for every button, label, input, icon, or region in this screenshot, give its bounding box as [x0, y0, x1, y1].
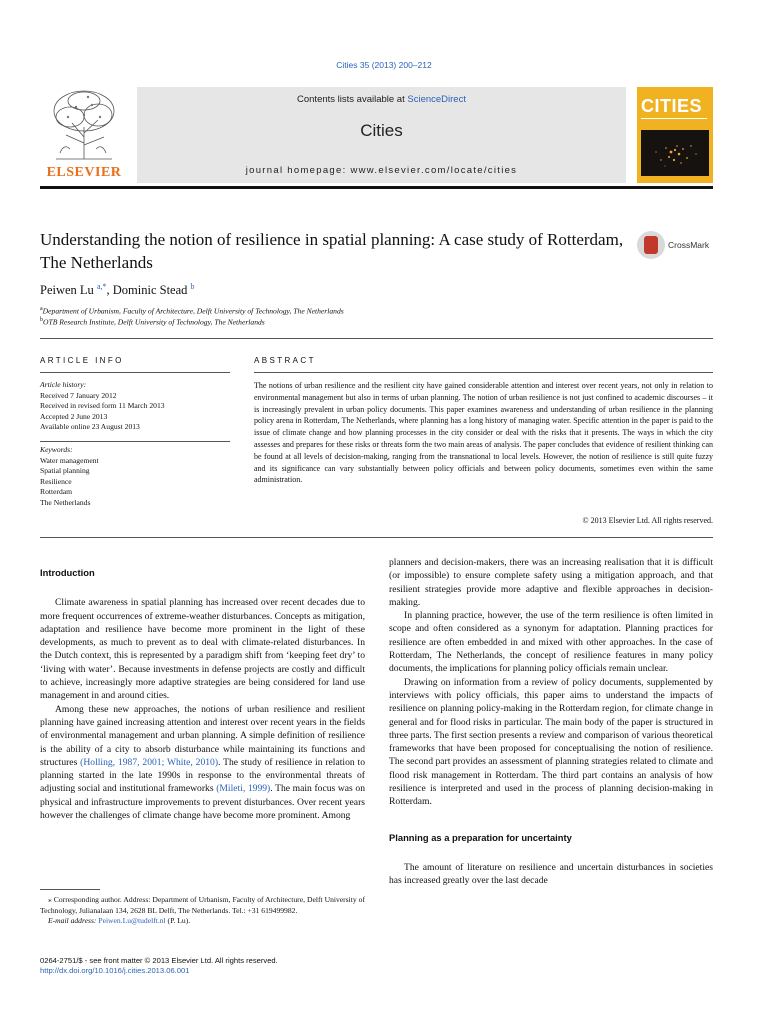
keyword-item: Spatial planning [40, 466, 90, 476]
footnote-star: ⁎ [48, 895, 52, 904]
info-divider [40, 441, 230, 442]
right-paragraph-2: In planning practice, however, the use of the term resilience is often limited in scope and often considered as a synonym for adaptation. Planning practices for resilience are often embedded in and mixed with other approaches. In the case of Rotterdam, The Netherlands, the concept of resilience features in many policy documents, the implications for planning policy officials remain unclear. [389, 610, 713, 675]
body-column-left [40, 566, 365, 822]
doi-text[interactable]: http://dx.doi.org/10.1016/j.cities.2013.06.001 [40, 966, 190, 975]
affiliation-b [40, 317, 700, 327]
history-item: Available online 23 August 2013 [40, 422, 140, 432]
right-paragraph-1: planners and decision-makers, there was an increasing realisation that it is difficult (or impossible) to ensure complete safety using a mitigation approach, and that resilient strategies provide more adaptive and flexible approaches in decision-making. [389, 557, 713, 608]
citation-mileti[interactable]: (Mileti, 1999) [216, 783, 271, 795]
history-item: Received 7 January 2012 [40, 390, 117, 400]
email-suffix: (P. Lu). [165, 916, 191, 926]
article-title: Understanding the notion of resilience in spatial planning: A case study of Rotterdam, The Netherlands [40, 230, 624, 272]
cover-title: CITIES [641, 96, 703, 116]
affiliation-rule [40, 338, 713, 339]
cover-divider [641, 118, 707, 129]
journal-masthead [137, 87, 626, 183]
info-rule-top [40, 372, 230, 373]
footnote-text: Corresponding author. Address: Department of Urbanism, Faculty of Architecture, Delft University of Technology, Julianalaan 134, 2628 BL Delft, The Netherlands. Tel.: +31 619499982. [40, 895, 365, 915]
citation-holling-white[interactable]: (Holling, 1987, 2001; White, 2010) [80, 756, 219, 768]
sciencedirect-link[interactable]: ScienceDirect [407, 94, 466, 105]
footnote [40, 895, 365, 927]
intro-p2-text-c: . The main focus was on physical and infrastructure improvements to prevent disturbances. Over recent years however the challenges of climate change have become more prominent. Among [40, 783, 366, 822]
crossmark-icon [637, 231, 665, 259]
intro-p2-text-a: Among these new approaches, the notions of urban resilience and resilient planning have gained increasing attention and interest over recent years in the fields of environmental management and urban planning. A simple definition of resilience is the ability of a city to absorb disturbance while maintaining its functions and structures [40, 703, 365, 768]
crossmark-badge[interactable] [637, 231, 717, 261]
abstract-rule-bottom [40, 537, 713, 538]
history-label: Article history: [40, 380, 87, 389]
abstract-heading: ABSTRACT [254, 356, 316, 365]
abstract-rule-top [254, 372, 713, 373]
section-2-paragraph-1: The amount of literature on resilience and uncertain disturbances in societies has increased greatly over the last decade [389, 861, 713, 887]
footnote-rule [40, 889, 100, 890]
affiliation-text: Department of Urbanism, Faculty of Architecture, Delft University of Technology, The Netherlands [42, 306, 344, 316]
journal-name: Cities [360, 121, 403, 140]
article-info-heading: ARTICLE INFO [40, 356, 124, 365]
city-lights-icon [641, 130, 709, 176]
journal-reference[interactable]: Cities 35 (2013) 200–212 [336, 60, 432, 70]
doi-link[interactable] [40, 966, 360, 975]
keywords-label: Keywords: [40, 444, 73, 454]
intro-paragraph-1: Climate awareness in spatial planning has increased over recent decades due to more frequent occurrences of extreme-weather disturbances. Concepts as mitigation, adaptation and resilience have become more prominent in the light of these developments, as much to prevent as to deal with climate-related disturbances. In the Dutch context, this is represented by a paradigm shift from ‘keeping feet dry’ to ‘living with water’. Because investments in defense projects are costly and difficult to achieve, increasingly more adaptive strategies are being considered for land use management in and around cities. [40, 597, 365, 702]
intro-paragraph-2 [40, 703, 365, 823]
contents-prefix: Contents lists available at [297, 94, 408, 105]
affiliation-a [40, 306, 700, 316]
contents-line [137, 94, 626, 105]
body-column-right [389, 556, 713, 888]
issn-line: 0264-2751/$ - see front matter © 2013 Elsevier Ltd. All rights reserved. [40, 956, 278, 965]
author-separator: , [106, 283, 113, 298]
elsevier-tree-icon [46, 87, 122, 161]
affiliation-mark: b [40, 317, 43, 323]
keyword-item: Resilience [40, 476, 72, 486]
author-name: Peiwen Lu [40, 283, 94, 298]
section-2-heading: Planning as a preparation for uncertainty [389, 831, 572, 843]
author-name: Dominic Stead [112, 283, 188, 298]
affiliation-text: OTB Research Institute, Delft University of Technology, The Netherlands [43, 317, 265, 327]
journal-cover[interactable] [637, 87, 713, 183]
introduction-heading: Introduction [40, 567, 95, 578]
keyword-item: The Netherlands [40, 497, 91, 507]
journal-homepage[interactable]: journal homepage: www.elsevier.com/locate/cities [245, 165, 518, 176]
email-label: E-mail address: [48, 916, 99, 926]
footnote-email [40, 916, 365, 927]
elsevier-logo[interactable] [40, 87, 128, 183]
keyword-item: Rotterdam [40, 487, 73, 497]
publisher-name: ELSEVIER [46, 165, 122, 180]
abstract-copyright: © 2013 Elsevier Ltd. All rights reserved. [582, 516, 713, 525]
crossmark-label: CrossMark [668, 240, 710, 250]
header-rule [40, 186, 713, 189]
cover-image [641, 130, 709, 176]
email-link[interactable]: Peiwen.Lu@tudelft.nl [98, 916, 166, 926]
abstract-text: The notions of urban resilience and the resilient city have gained considerable attention and interest over recent years, not only in relation to environmental management but also in terms of urban planning. The notion of urban resilience is not just confined to academic discourses – it is increasingly prevalent in urban policy documents. This paper examines awareness and understanding of urban resilience in the planning policy arena in Rotterdam, The Netherlands, where planning has a long history of managing water. Specific attention in the paper is paid to the issue of climate change and how planning processes in the city consider or deal with the risks that it presents. The ways in which the city assesses and prepares for these risks or threats form the two main areas of analysis. The paper concludes that evidence of resilient thinking can be found at all levels of decision-making, ranging from the transnational to local levels. However, the notion of resilience is still quite fuzzy and its significance can vary substantially between policy officials and between policy documents, sometimes even within the same administration. [254, 381, 713, 485]
keyword-item: Water management [40, 455, 99, 465]
article-info-block [40, 380, 230, 509]
author-marks[interactable]: b [190, 282, 195, 291]
author-list [40, 282, 640, 298]
intro-p2-text-b: . The study of resilience in relation to planning started in the late 1990s in response to the environmental threats of adjusting social and institutional frameworks [40, 756, 365, 795]
footnote-corresponding [40, 895, 365, 916]
history-item: Accepted 2 June 2013 [40, 411, 108, 421]
right-paragraph-3: Drawing on information from a review of policy documents, supplemented by interviews with policy officials, this paper aims to understand the impacts of resilience on planning policy-making in the Rotterdam region, for climate change in general and for flood risks in particular. The main body of the paper is structured in three parts. The first section presents a review and comparison of various theoretical frameworks that have been proposed for conceptualising the notion of resilience. The second part provides an assessment of planning strategies related to climate and flood risk management in Rotterdam. The third part contains an analysis of how resilience is interpreted and used in the process of planning decision-making in Rotterdam. [389, 676, 713, 808]
history-item: Received in revised form 11 March 2013 [40, 401, 165, 411]
author-marks[interactable]: a,* [96, 282, 107, 291]
affiliation-mark: a [40, 306, 43, 312]
